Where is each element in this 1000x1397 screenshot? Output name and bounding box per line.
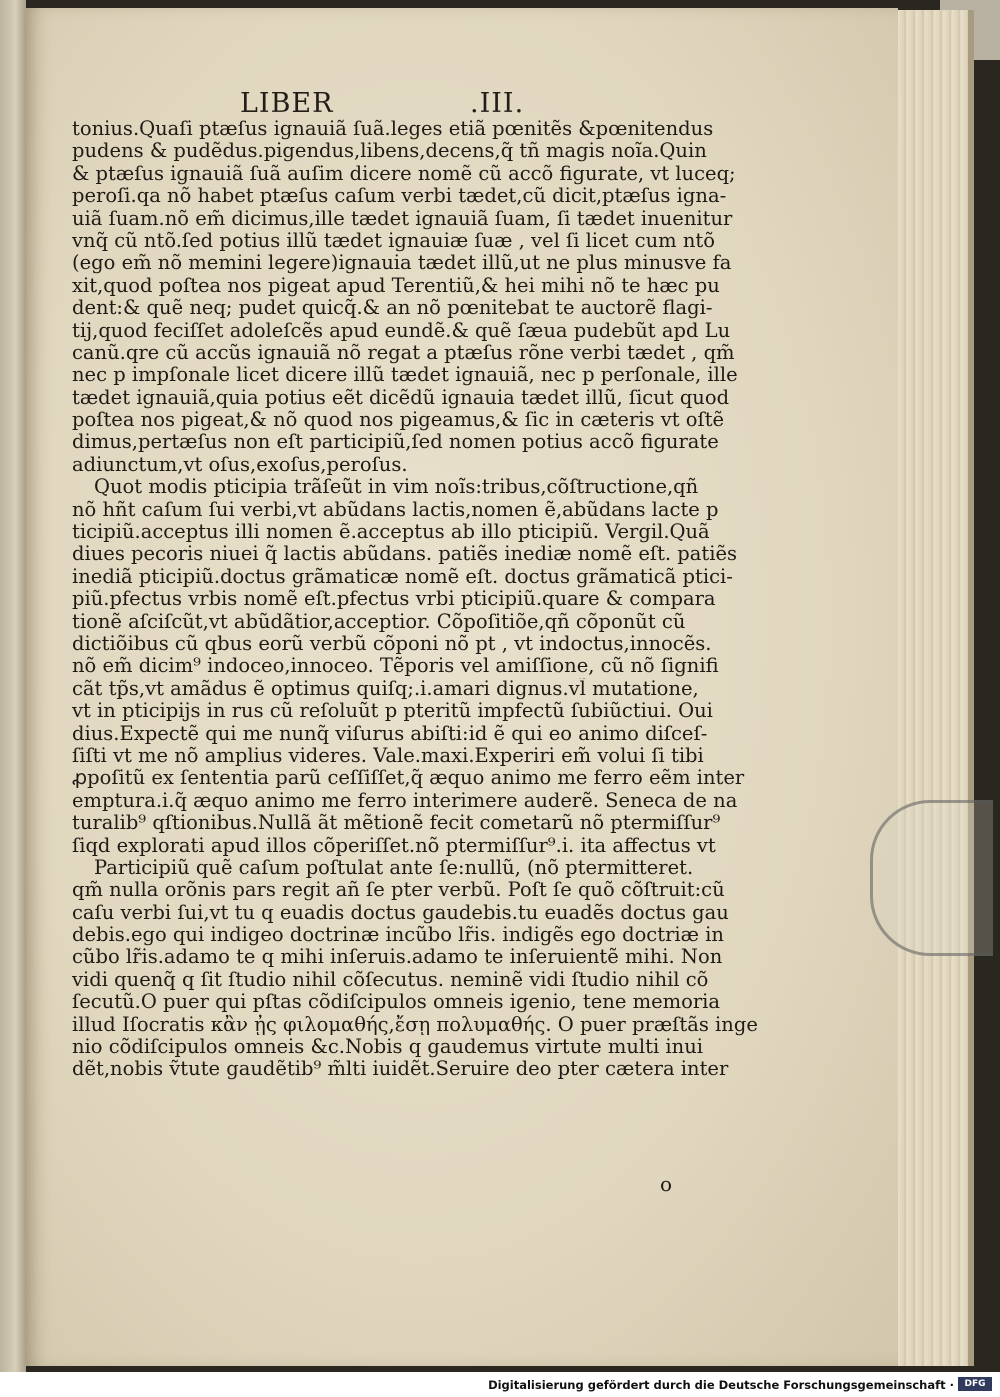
- funding-credit: Digitalisierung gefördert durch die Deutsche Forschungsgemeinschaft ·: [488, 1378, 954, 1392]
- text-line: dimus,pertæſus non eſt participiũ,ſed nomen potius accõ figurate: [72, 431, 719, 454]
- text-line: dẽt,nobis ṽtute gaudẽtib⁹ m̃lti iuidẽt.Seruire deo pter cætera inter: [72, 1058, 729, 1081]
- text-line: Participiũ quẽ caſum poſtulat ante ſe:nullũ, (nõ ptermitteret.: [94, 856, 694, 879]
- text-line: diues pecoris niuei q̃ lactis abũdans. patiẽs inediæ nomẽ eſt. patiẽs: [72, 543, 738, 566]
- text-line: adiunctum,vt oſus,exoſus,peroſus.: [72, 453, 408, 476]
- dfg-logo-icon: DFG: [958, 1377, 992, 1391]
- text-line: caſu verbi ſui,vt tu q euadis doctus gaudebis.tu euadẽs doctus gau: [72, 901, 729, 924]
- text-line: ticipiũ.acceptus illi nomen ẽ.acceptus ab illo pticipiũ. Vergil.Quã: [72, 521, 710, 544]
- text-line: vt in pticipijs in rus cũ reſoluũt p pteritũ impfectũ ſubiũctiui. Oui: [72, 700, 713, 723]
- text-line: inediã pticipiũ.doctus grãmaticæ nomẽ eſt. doctus grãmaticã ptici-: [72, 565, 733, 588]
- text-line: ꝓpoſitũ ex ſententia parũ ceſſiſſet,q̃ æquo animo me ferro eẽm inter: [72, 767, 745, 790]
- running-head-left: LIBER: [240, 88, 334, 119]
- footer-bar: [0, 1372, 1000, 1397]
- text-line: poſtea nos pigeat,& nõ quod nos pigeamus,& ſic in cæteris vt oſtẽ: [72, 409, 725, 432]
- text-line: dent:& quẽ neq; pudet quicq̃.& an nõ pœnitebat te auctorẽ flagi-: [72, 297, 713, 320]
- text-line: vnq̃ cũ ntõ.ſed potius illũ tædet ignauiæ ſuæ , vel ſi licet cum ntõ: [72, 229, 715, 252]
- text-line: tædet ignauiã,quia potius eẽt dicẽdũ ignauia tædet illũ, ſicut quod: [72, 386, 730, 409]
- text-line: cũbo lr̃is.adamo te q mihi inſeruis.adamo te inſeruientẽ mihi. Non: [72, 946, 723, 969]
- page-stack-edges: [898, 10, 974, 1366]
- text-line: emptura.i.q̃ æquo animo me ferro interimere auderẽ. Seneca de na: [72, 789, 738, 812]
- text-line: ſiſti vt me nõ amplius videres. Vale.maxi.Experiri em̃ volui ſi tibi: [72, 744, 704, 767]
- text-line: nõ em̃ dicim⁹ indoceo,innoceo. Tẽporis vel amiſſione, cũ nõ ſignifi: [72, 655, 719, 678]
- text-line: tonius.Quaſi ptæſus ignauiã ſuã.leges etiã pœnitẽs &pœnitendus: [72, 118, 714, 140]
- text-line: xit,quod poſtea nos pigeat apud Terentiũ,& hei mihi nõ te hæc pu: [72, 274, 720, 297]
- text-line: ſiqd explorati apud illos cõperiſſet.nõ ptermiſſur⁹.i. ita affectus vt: [72, 834, 716, 857]
- text-line: illud Iſocratis κἂν ᾖς φιλομαθής,ἔσῃ πολυμαθής. O puer præſtãs inge: [72, 1013, 758, 1036]
- text-line: cãt tp̃s,vt amãdus ẽ optimus quiſq;.i.amari dignus.vl̃ mutatione,: [72, 677, 699, 700]
- text-line: dictiõibus cũ qbus eorũ verbũ cõponi nõ pt , vt indoctus,innocẽs.: [72, 632, 712, 655]
- text-line: turalib⁹ qſtionibus.Nullã ãt mẽtionẽ fecit cometarũ nõ ptermiſſur⁹: [72, 812, 721, 835]
- text-line: (ego em̃ nõ memini legere)ignauia tædet illũ,ut ne plus minusve fa: [72, 252, 732, 275]
- text-line: pudens & pudẽdus.pigendus,libens,decens,q̃ tñ magis noĩa.Quin: [72, 140, 707, 163]
- running-head: [240, 88, 600, 122]
- text-line: piũ.pfectus vrbis nomẽ eſt.pfectus vrbi pticipiũ.quare & compara: [72, 588, 716, 611]
- text-line: ſecutũ.O puer qui pſtas cõdiſcipulos omneis igenio, tene memoria: [72, 991, 721, 1014]
- text-line: nio cõdiſcipulos omneis &c.Nobis q gaudemus virtute multi inui: [72, 1036, 704, 1059]
- text-line: qm̃ nulla orõnis pars regit añ ſe pter verbũ. Poſt ſe quõ cõſtruit:cũ: [72, 879, 725, 902]
- text-line: dius.Expectẽ qui me nunq̃ viſurus abiſti:id ẽ qui eo animo diſceſ-: [72, 722, 708, 745]
- text-line: & ptæſus ignauiã ſuã auſim dicere nomẽ cũ accõ figurate, vt luceq;: [72, 162, 736, 185]
- previous-page-edge: [0, 0, 26, 1372]
- text-line: Quot modis pticipia trãſeũt in vim noĩs:tribus,cõſtructione,qñ: [94, 476, 699, 499]
- text-line: canũ.qre cũ accũs ignauiã nõ regat a ptæſus rõne verbi tædet , qm̃: [72, 341, 735, 364]
- text-line: debis.ego qui indigeo doctrinæ incũbo lr̃is. indigẽs ego doctriæ in: [72, 924, 724, 947]
- text-line: nec p impſonale licet dicere illũ tædet ignauiã, nec p perſonale, ille: [72, 364, 738, 387]
- running-head-right: .III.: [470, 88, 525, 119]
- text-line: tionẽ aſciſcũt,vt abũdãtior,acceptior. Cõpoſitiõe,qñ cõponũt cũ: [72, 610, 686, 633]
- text-line: uiã ſuam.nõ em̃ dicimus,ille tædet ignauiã ſuam, ſi tædet inuenitur: [72, 207, 733, 230]
- text-line: tij,quod feciſſet adoleſcẽs apud eundẽ.& quẽ ſæua pudebũt apd Lu: [72, 319, 731, 342]
- signature-mark: o: [660, 1172, 673, 1196]
- page-clip: [870, 800, 993, 956]
- text-line: vidi quenq̃ q ſit ſtudio nihil cõſecutus. neminẽ vidi ſtudio nihil cõ: [72, 968, 709, 991]
- text-block: [72, 118, 772, 1081]
- text-line: peroſi.qa nõ habet ptæſus caſum verbi tædet,cũ dicit,ptæſus igna-: [72, 185, 727, 208]
- text-line: nõ hñt caſum ſui verbi,vt abũdans lactis,nomen ẽ,abũdans lacte p: [72, 498, 719, 521]
